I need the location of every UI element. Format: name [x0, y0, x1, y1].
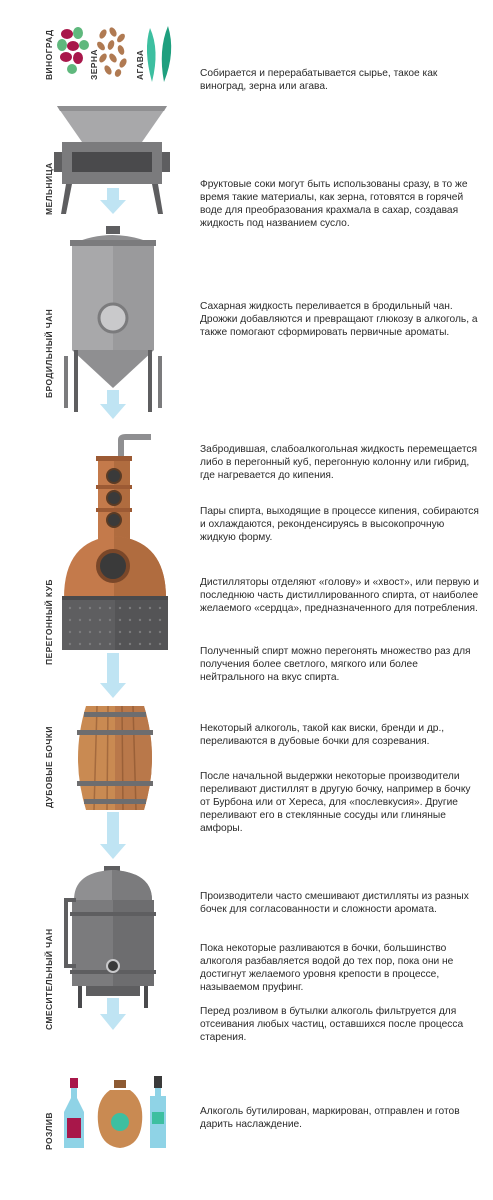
still-icon [62, 434, 168, 650]
label-blending: СМЕСИТЕЛЬНЫЙ ЧАН [44, 928, 54, 1030]
step-still-text-1: Забродившая, слабоалкогольная жидкость перемещается либо в перегонный куб, перегонную колонну или гибрид, где нагревается до кипения. [200, 444, 478, 481]
fermenter-icon [64, 226, 162, 412]
label-still: ПЕРЕГОННЫЙ КУБ [44, 579, 54, 665]
step-blending-text-1: Производители часто смешивают дистилляты из разных бочек для согласованности и сложности аромата. [200, 891, 469, 915]
label-bottling: РОЗЛИВ [44, 1112, 54, 1150]
step-fermenter-text: Сахарная жидкость переливается в бродильный чан. Дрожжи добавляются и превращают глюкозу в алкоголь, а также помогают сформировать первичные ароматы. [200, 301, 478, 338]
grapes-icon [57, 27, 89, 74]
step-bottling-text: Алкоголь бутилирован, маркирован, отправлен и готов дарить наслаждение. [200, 1106, 460, 1130]
bottles-icon [64, 1076, 166, 1148]
label-fermenter: БРОДИЛЬНЫЙ ЧАН [44, 308, 54, 398]
label-grains: ЗЕРНА [89, 49, 99, 80]
blending-tank-icon [64, 866, 156, 1008]
grains-icon [95, 26, 128, 78]
step-mill-text: Фруктовые соки могут быть использованы сразу, в то же время такие материалы, как зерна, готовятся в горячей воде для преобразования крахмала в сахар, создавая жидкость под названием сусло. [200, 179, 468, 229]
step-still-text-2: Пары спирта, выходящие в процессе кипения, собираются и охлаждаются, реконденсируясь в высокопрочную жидкую форму. [200, 506, 479, 543]
step-barrel-text-1: Некоторый алкоголь, такой как виски, бренди и др., переливаются в дубовые бочки для созревания. [200, 723, 445, 747]
label-mill: МЕЛЬНИЦА [44, 162, 54, 215]
step-blending-text-2: Пока некоторые разливаются в бочки, большинство алкоголя разбавляется водой до тех пор, пока они не достигнут желаемого уровня крепости в процессе, называемом пруфинг. [200, 943, 454, 993]
label-grapes: ВИНОГРАД [44, 29, 54, 80]
step-barrel-text-2: После начальной выдержки некоторые производители переливают дистиллят в другую бочку, например в бочку от Бурбона или от Хереса, для «послевкусия». Другие переливают его в стеклянные сосуды или глиняные амфоры. [200, 771, 471, 834]
agave-icon [147, 26, 171, 82]
step-still-text-4: Полученный спирт можно перегонять множество раз для получения более светлого, мягкого или более нейтрального на вкус спирта. [200, 646, 471, 683]
step-blending-text-3: Перед розливом в бутылки алкоголь фильтруется для отсеивания любых частиц, оставшихся после процесса старения. [200, 1006, 464, 1043]
label-agave: АГАВА [135, 49, 145, 80]
label-barrels: ДУБОВЫЕ БОЧКИ [44, 726, 54, 808]
barrel-icon [77, 706, 153, 810]
step-raw-materials-text: Собирается и перерабатывается сырье, такое как виноград, зерна или агава. [200, 68, 438, 92]
step-still-text-3: Дистилляторы отделяют «голову» и «хвост», или первую и последнюю часть дистиллированного спирта, от наиболее желаемого «сердца», предназначенного для потребления. [200, 577, 479, 614]
